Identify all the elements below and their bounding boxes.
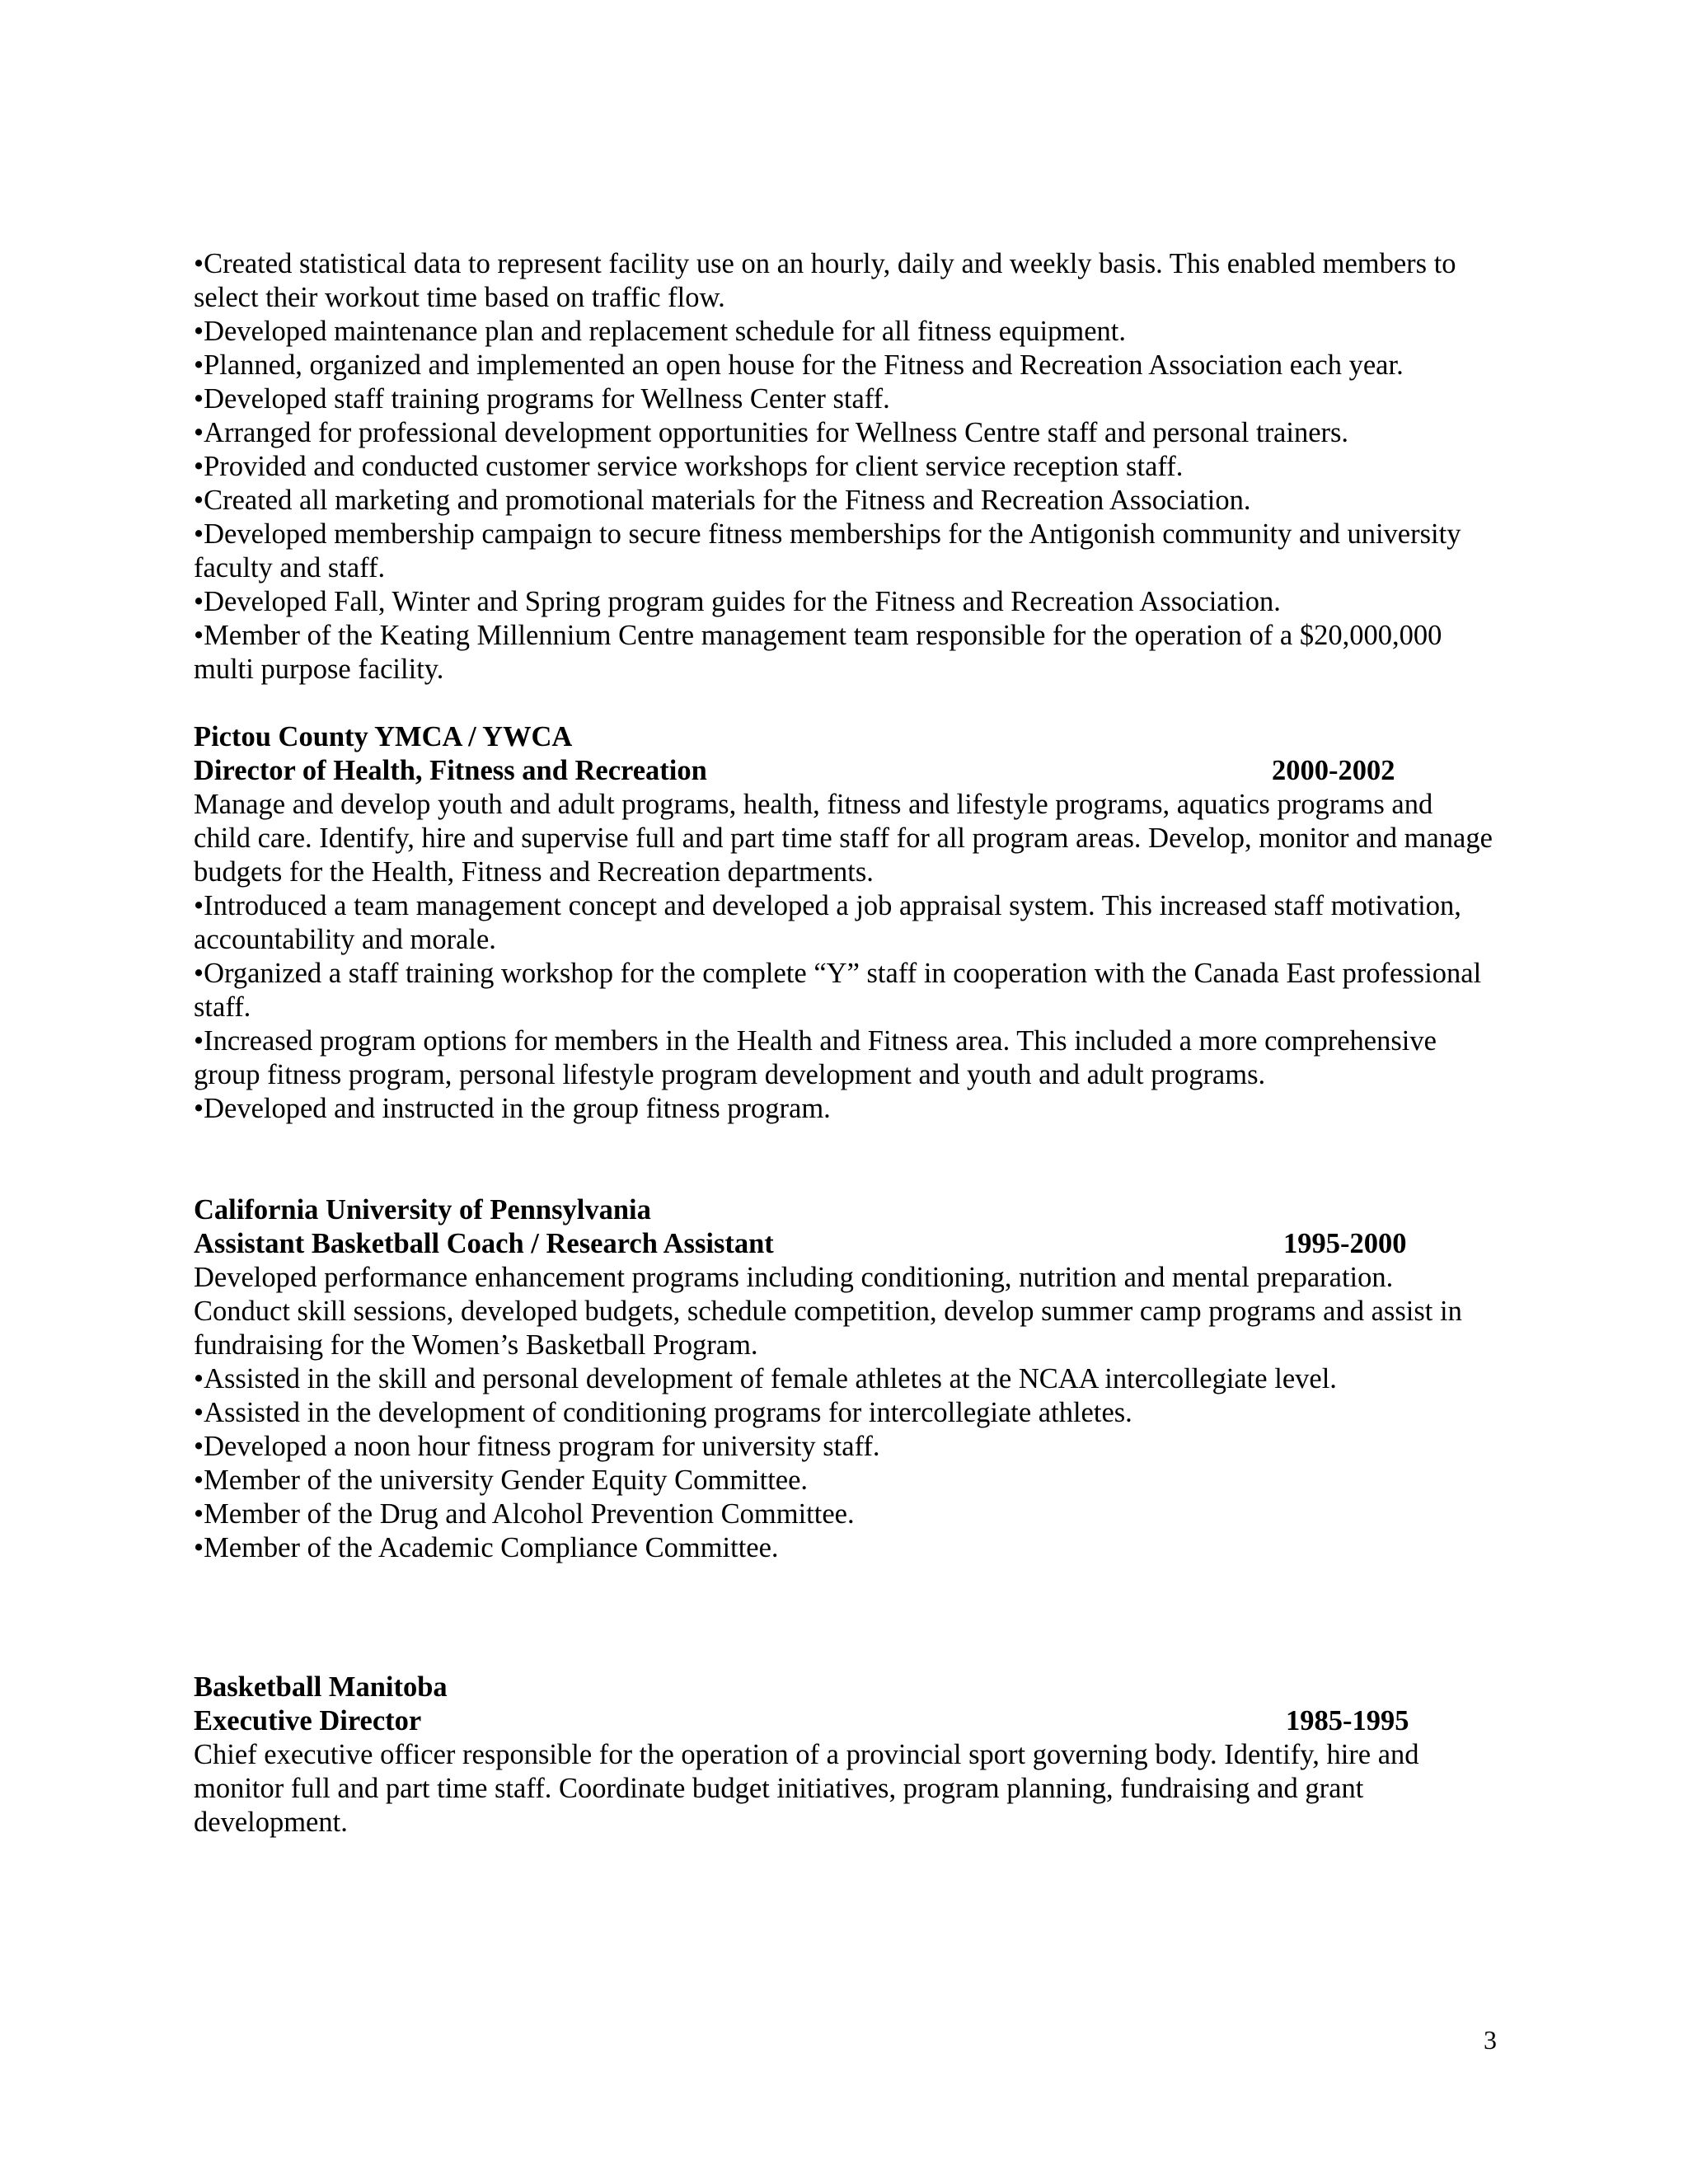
bullet-icon: • — [194, 586, 204, 617]
list-item: •Created statistical data to represent facility use on an hourly, daily and weekly basis. This enabled members to select their workout time based on traffic flow. — [194, 248, 1456, 313]
resume-page — [194, 247, 1496, 1840]
bullet-icon: • — [194, 316, 204, 347]
list-item: •Member of the Drug and Alcohol Prevention Committee. — [194, 1498, 855, 1530]
years-range: 1995-2000 — [1283, 1228, 1407, 1259]
role-title: Executive Director — [194, 1705, 422, 1736]
bullet-icon: • — [194, 1532, 204, 1563]
bullet-icon: • — [194, 958, 204, 989]
list-item: •Organized a staff training workshop for the complete “Y” staff in cooperation with the Canada East professional staff. — [194, 958, 1482, 1023]
list-item: •Developed Fall, Winter and Spring program guides for the Fitness and Recreation Association. — [194, 586, 1281, 617]
role-title: Director of Health, Fitness and Recreation — [194, 755, 707, 786]
bullet-icon: • — [194, 518, 204, 550]
organization-name: Basketball Manitoba — [194, 1671, 448, 1703]
bullet-icon: • — [194, 890, 204, 921]
bullet-icon: • — [194, 1465, 204, 1496]
list-item: •Developed maintenance plan and replacement schedule for all fitness equipment. — [194, 316, 1126, 347]
bullet-icon: • — [194, 1397, 204, 1428]
list-item: •Member of the university Gender Equity Committee. — [194, 1465, 809, 1496]
top-bullet-list — [194, 247, 1496, 687]
organization-name: California University of Pennsylvania — [194, 1194, 651, 1226]
job-summary: Manage and develop youth and adult programs, health, fitness and lifestyle programs, aquatics programs and child care. Identify, hire and supervise full and part time staff for all program areas. Develop, monitor and manage budgets for the Health, Fitness and Recreation departments. — [194, 789, 1493, 888]
bullet-icon: • — [194, 248, 204, 279]
bullet-icon: • — [194, 485, 204, 516]
list-item: •Increased program options for members in the Health and Fitness area. This included a more comprehensive group fitness program, personal lifestyle program development and youth and adult programs. — [194, 1025, 1437, 1090]
years-range: 1985-1995 — [1286, 1705, 1409, 1736]
list-item: •Member of the Keating Millennium Centre management team responsible for the operation of a $20,000,000 multi purpose facility. — [194, 620, 1442, 685]
bullet-icon: • — [194, 1363, 204, 1394]
bullet-icon: • — [194, 1431, 204, 1462]
list-item: •Developed a noon hour fitness program for university staff. — [194, 1431, 880, 1462]
bullet-icon: • — [194, 1093, 204, 1124]
job-summary: Chief executive officer responsible for the operation of a provincial sport governing body. Identify, hire and monitor full and part time staff. Coordinate budget initiatives, program planning, fundraising and grant development. — [194, 1739, 1419, 1838]
job-summary: Developed performance enhancement programs including conditioning, nutrition and mental preparation. Conduct skill sessions, developed budgets, schedule competition, develop summer camp programs and assist in fundraising for the Women’s Basketball Program. — [194, 1262, 1462, 1361]
list-item: •Developed membership campaign to secure fitness memberships for the Antigonish community and university faculty and staff. — [194, 518, 1461, 583]
list-item: •Member of the Academic Compliance Committee. — [194, 1532, 779, 1563]
list-item: •Created all marketing and promotional materials for the Fitness and Recreation Association. — [194, 485, 1251, 516]
list-item: •Introduced a team management concept and developed a job appraisal system. This increased staff motivation, accountability and morale. — [194, 890, 1461, 955]
role-line — [194, 1227, 1496, 1261]
bullet-icon: • — [194, 1498, 204, 1530]
list-item: •Developed staff training programs for Wellness Center staff. — [194, 383, 890, 415]
list-item: •Planned, organized and implemented an open house for the Fitness and Recreation Association each year. — [194, 349, 1404, 381]
role-line — [194, 754, 1496, 788]
job-section — [194, 720, 1496, 1126]
bullet-icon: • — [194, 620, 204, 651]
bullet-icon: • — [194, 417, 204, 448]
bullet-icon: • — [194, 383, 204, 415]
list-item: •Arranged for professional development opportunities for Wellness Centre staff and personal trainers. — [194, 417, 1349, 448]
job-section — [194, 1193, 1496, 1565]
organization-name: Pictou County YMCA / YWCA — [194, 721, 573, 752]
role-title: Assistant Basketball Coach / Research Assistant — [194, 1228, 774, 1259]
list-item: •Assisted in the development of conditioning programs for intercollegiate athletes. — [194, 1397, 1132, 1428]
list-item: •Assisted in the skill and personal development of female athletes at the NCAA intercollegiate level. — [194, 1363, 1337, 1394]
years-range: 2000-2002 — [1272, 755, 1395, 786]
bullet-icon: • — [194, 1025, 204, 1057]
list-item: •Developed and instructed in the group fitness program. — [194, 1093, 831, 1124]
role-line — [194, 1704, 1496, 1738]
bullet-icon: • — [194, 349, 204, 381]
bullet-icon: • — [194, 451, 204, 482]
list-item: •Provided and conducted customer service workshops for client service reception staff. — [194, 451, 1184, 482]
job-section — [194, 1671, 1496, 1840]
page-number: 3 — [1484, 2025, 1497, 2055]
